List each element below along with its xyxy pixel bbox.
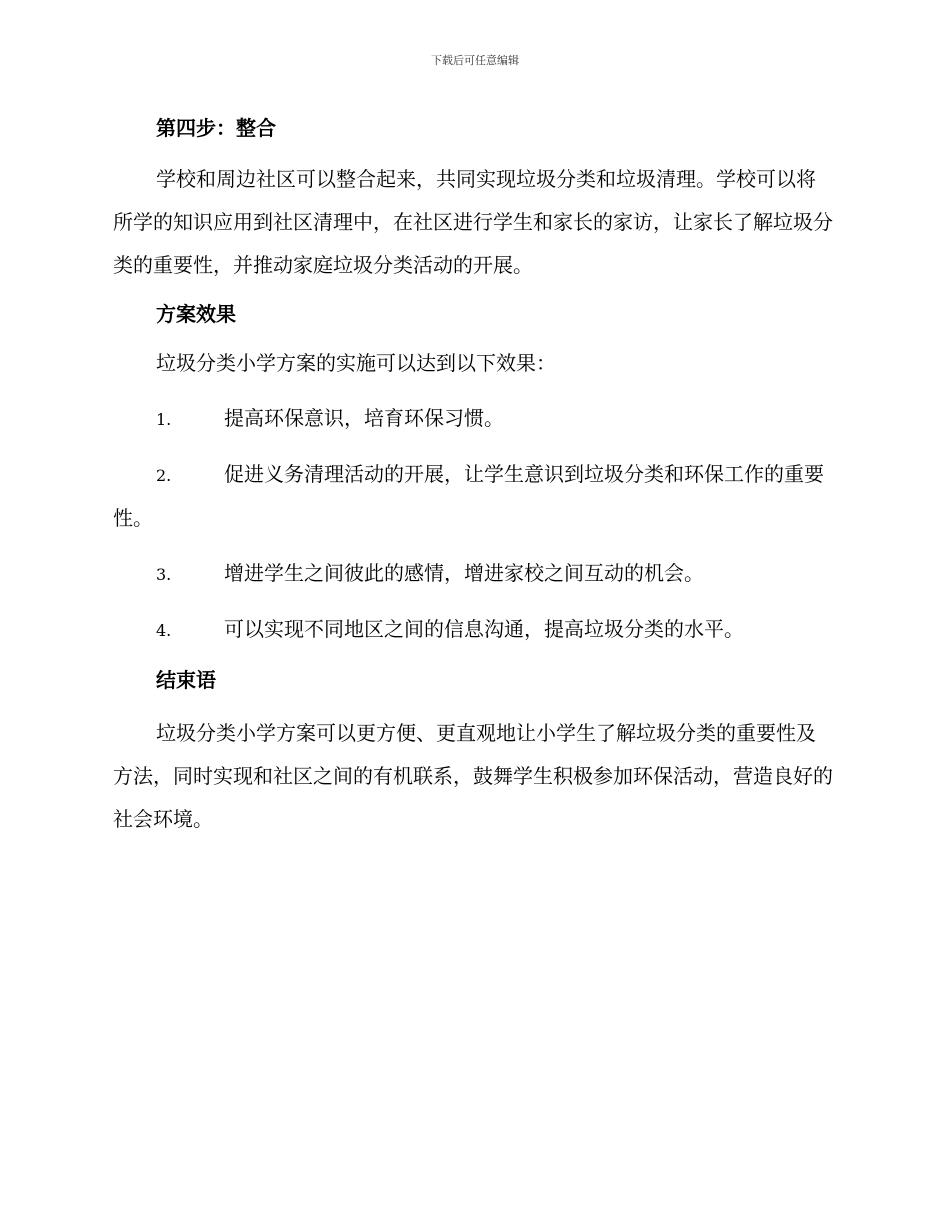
list-number: 4.	[156, 621, 172, 640]
section-heading-conclusion: 结束语	[156, 668, 216, 692]
page-header: 下载后可任意编辑	[431, 54, 519, 67]
section-heading-step4: 第四步：整合	[156, 116, 276, 140]
list-item	[113, 453, 833, 540]
list-text: 促进义务清理活动的开展，让学生意识到垃圾分类和环保工作的重要性。	[113, 462, 824, 530]
list-item	[113, 397, 833, 441]
list-text: 增进学生之间彼此的感情，增进家校之间互动的机会。	[224, 561, 704, 585]
section-heading-effects: 方案效果	[156, 302, 236, 326]
step4-paragraph: 学校和周边社区可以整合起来，共同实现垃圾分类和垃圾清理。学校可以将所学的知识应用到社区清理中，在社区进行学生和家长的家访，让家长了解垃圾分类的重要性，并推动家庭垃圾分类活动的开展。	[113, 167, 833, 277]
list-text: 提高环保意识，培育环保习惯。	[224, 406, 504, 430]
list-number: 3.	[156, 565, 172, 584]
effects-intro: 垃圾分类小学方案的实施可以达到以下效果：	[156, 351, 556, 375]
list-item	[113, 608, 833, 652]
document-body	[113, 110, 833, 841]
list-text: 可以实现不同地区之间的信息沟通，提高垃圾分类的水平。	[224, 617, 744, 641]
conclusion-paragraph: 垃圾分类小学方案可以更方便、更直观地让小学生了解垃圾分类的重要性及方法，同时实现和社区之间的有机联系，鼓舞学生积极参加环保活动，营造良好的社会环境。	[113, 721, 833, 831]
list-item	[113, 552, 833, 596]
list-number: 2.	[156, 466, 172, 485]
list-number: 1.	[156, 410, 172, 429]
